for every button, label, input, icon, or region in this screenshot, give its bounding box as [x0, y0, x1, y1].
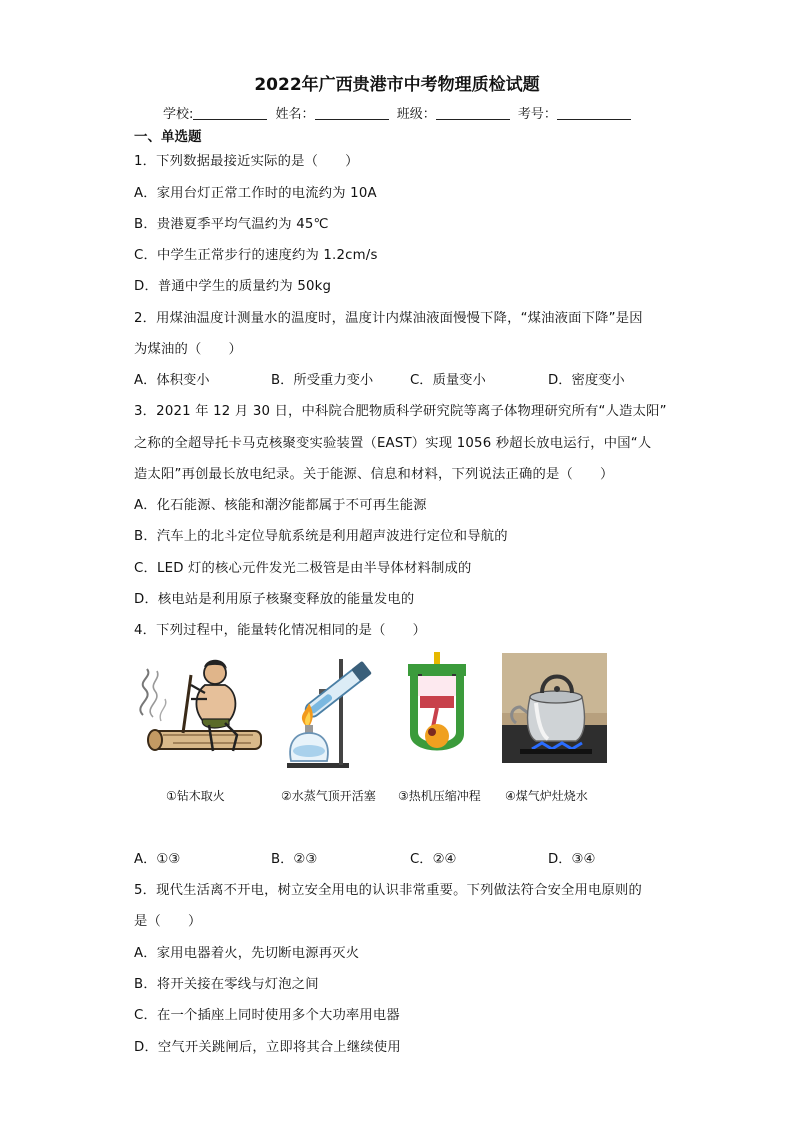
- q4-option-d: D．③④: [548, 852, 596, 867]
- class-blank: [436, 107, 510, 120]
- q1-option-a: A．家用台灯正常工作时的电流约为 10A: [134, 186, 377, 201]
- q5-option-c: C．在一个插座上同时使用多个大功率用电器: [134, 1008, 400, 1023]
- q5-stem-line1: 5．现代生活离不开电，树立安全用电的认识非常重要。下列做法符合安全用电原则的: [134, 883, 643, 898]
- engine-compression-figure: [404, 652, 470, 764]
- q4-stem: 4．下列过程中，能量转化情况相同的是（ ）: [134, 623, 427, 638]
- section-heading: 一、单选题: [134, 129, 202, 145]
- name-label: 姓名：: [275, 107, 315, 122]
- q3-option-b: B．汽车上的北斗定位导航系统是利用超声波进行定位和导航的: [134, 529, 508, 544]
- school-label: 学校:: [163, 107, 194, 122]
- drilling-wood-fire-figure: [133, 655, 267, 762]
- q4-option-b: B．②③: [271, 852, 318, 867]
- q4-caption-1: ①钻木取火: [166, 789, 225, 803]
- q5-option-b: B．将开关接在零线与灯泡之间: [134, 977, 319, 992]
- q5-option-a: A．家用电器着火，先切断电源再灭火: [134, 946, 360, 961]
- q3-stem-line1: 3．2021 年 12 月 30 日，中科院合肥物质科学研究院等离子体物理研究所有“人造太阳”: [134, 404, 667, 419]
- name-blank: [315, 107, 389, 120]
- q2-option-d: D．密度变小: [548, 373, 625, 388]
- q1-stem: 1．下列数据最接近实际的是（ ）: [134, 154, 359, 169]
- q2-stem-line1: 2．用煤油温度计测量水的温度时，温度计内煤油液面慢慢下降，“煤油液面下降”是因: [134, 311, 643, 326]
- q2-option-b: B．所受重力变小: [271, 373, 374, 388]
- number-blank: [557, 107, 631, 120]
- q2-option-c: C．质量变小: [410, 373, 486, 388]
- q1-option-c: C．中学生正常步行的速度约为 1.2cm/s: [134, 248, 378, 263]
- q4-caption-3: ③热机压缩冲程: [398, 789, 481, 803]
- q5-stem-line2: 是（ ）: [134, 914, 202, 929]
- q5-option-d: D．空气开关跳闸后，立即将其合上继续使用: [134, 1040, 401, 1055]
- q3-option-d: D．核电站是利用原子核聚变释放的能量发电的: [134, 592, 415, 607]
- class-label: 班级：: [396, 107, 436, 122]
- school-blank: [193, 107, 267, 120]
- q1-option-b: B．贵港夏季平均气温约为 45℃: [134, 217, 329, 232]
- q3-stem-line3: 造太阳”再创最长放电纪录。关于能源、信息和材料，下列说法正确的是（ ）: [134, 467, 614, 482]
- exam-title: 2022年广西贵港市中考物理质检试题: [254, 75, 540, 95]
- gas-stove-kettle-figure: [502, 653, 607, 763]
- q4-option-a: A．①③: [134, 852, 181, 867]
- q4-option-c: C．②④: [410, 852, 457, 867]
- student-info-row: [163, 103, 635, 122]
- q3-option-c: C．LED 灯的核心元件发光二极管是由半导体材料制成的: [134, 561, 472, 576]
- number-label: 考号：: [517, 107, 557, 122]
- q2-stem-line2: 为煤油的（ ）: [134, 342, 242, 357]
- q3-stem-line2: 之称的全超导托卡马克核聚变实验装置（EAST）实现 1056 秒超长放电运行，中国“人: [134, 436, 652, 451]
- q1-option-d: D．普通中学生的质量约为 50kg: [134, 279, 332, 294]
- q3-option-a: A．化石能源、核能和潮汐能都属于不可再生能源: [134, 498, 427, 513]
- q4-caption-2: ②水蒸气顶开活塞: [281, 789, 376, 803]
- q4-caption-4: ④煤气炉灶烧水: [505, 789, 588, 803]
- q2-option-a: A．体积变小: [134, 373, 210, 388]
- steam-piston-figure: [285, 655, 385, 770]
